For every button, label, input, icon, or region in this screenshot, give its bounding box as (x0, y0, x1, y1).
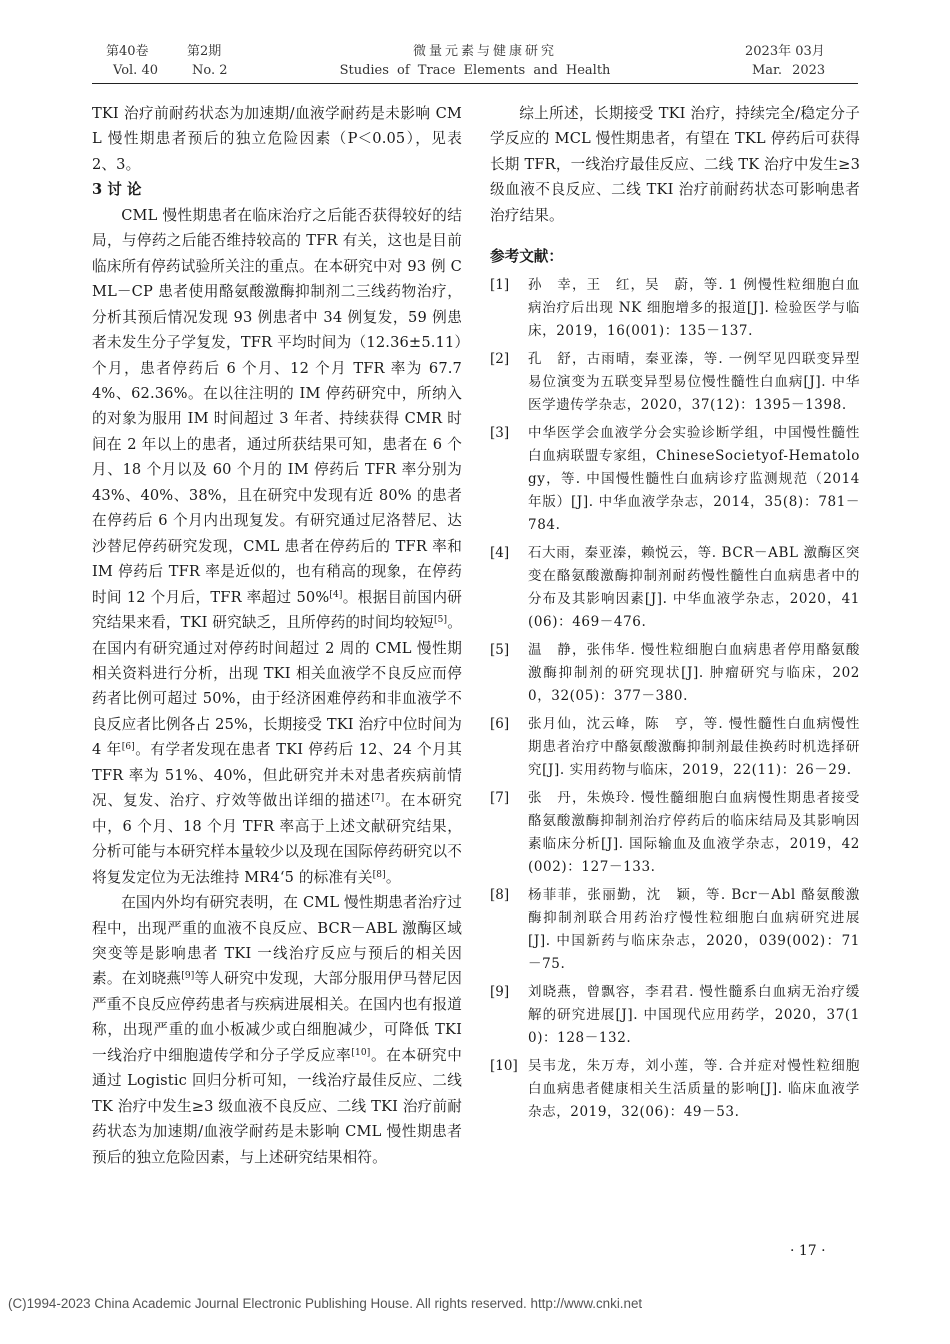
reference-text: 孔 舒，古雨晴，秦亚溱，等. 一例罕见四联变异型易位演变为五联变异型易位慢性髓性白血病[J]. 中华医学遗传学杂志，2020，37(12)：1395－1398. (528, 351, 860, 414)
reference-text: 杨菲菲，张丽勤，沈 颖，等. Bcr－Abl 酪氨酸激酶抑制剂联合用药治疗慢性粒细胞白血病研究进展[J]. 中国新药与临床杂志，2020，039(002)：71－75. (528, 887, 860, 973)
section-heading-discussion: 3 讨 论 (92, 181, 142, 199)
reference-number: [3] (490, 425, 510, 442)
citation[interactable]: [10] (351, 1047, 371, 1058)
citation[interactable]: [8] (372, 869, 386, 880)
reference-item (490, 981, 860, 1050)
reference-item (490, 713, 860, 782)
header-rule (92, 83, 858, 84)
reference-number: [6] (490, 716, 510, 733)
reference-text: 张 丹，朱焕玲. 慢性髓细胞白血病慢性期患者接受酪氨酸激酶抑制剂治疗停药后的临床结局及其影响因素临床分析[J]. 国际输血及血液学杂志，2019，42(002)：127－133. (528, 790, 860, 876)
citation[interactable]: [4] (329, 589, 343, 600)
citation[interactable]: [7] (371, 793, 385, 804)
paragraph-conclusion: 综上所述，长期接受 TKI 治疗，持续完全/稳定分子学反应的 MCL 慢性期患者，有望在 TKL 停药后可获得长期 TFR，一线治疗最佳反应、二线 TK 治疗中发生≥3 级血液不良反应、二线 TKI 治疗前耐药状态可影响患者治疗结果。 (490, 105, 860, 224)
left-column (92, 101, 462, 1170)
citation[interactable]: [6] (121, 742, 135, 753)
reference-text: 刘晓燕，曾飘容，李君君. 慢性髓系白血病无治疗缓解的研究进展[J]. 中国现代应用药学，2020，37(10)：128－132. (528, 984, 860, 1047)
issue-cn: 第2期 (187, 44, 222, 59)
journal-title-cn: 微量元素与健康研究 (412, 44, 557, 59)
reference-text: 孙 幸，王 红，吴 蔚，等. 1 例慢性粒细胞白血病治疗后出现 NK 细胞增多的报道[J]. 检验医学与临床，2019，16(001)：135－137. (528, 277, 860, 340)
reference-text: 吴韦龙，朱万寿，刘小莲，等. 合并症对慢性粒细胞白血病患者健康相关生活质量的影响[J]. 临床血液学杂志，2019，32(06)：49－53. (528, 1058, 860, 1121)
reference-text: 石大雨，秦亚溱，赖悦云，等. BCR－ABL 激酶区突变在酪氨酸激酶抑制剂耐药慢性髓性白血病患者中的分布及其影响因素[J]. 中华血液学杂志，2020，41(06)：469－476. (528, 545, 860, 631)
paragraph-discussion-1: CML 慢性期患者在临床治疗之后能否获得较好的结局，与停药之后能否维持较高的 TFR 有关，这也是目前临床所有停药试验所关注的重点。在本研究中对 93 例 CML－CP 患者使用酪氨酸激酶抑制剂二三线药物治疗，分析其预后情况发现 93 例患者中 34 例复发，59 例患者未发生分子学复发，TFR 平均时间为（12.36±5.11）个月，患者停药后 6 个月、12 个月 TFR 率为 67.74%、62.36%。在以往注明的 IM 停药研究中，所纳入的对象为服用 IM 时间超过 3 年者、持续获得 CMR 时间在 2 年以上的患者，通过所获结果可知，患者在 6 个月、18 个月以及 60 个月的 IM 停药后 TFR 率分别为 43%、40%、38%，且在研究中发现有近 80% 的患者在停药后 6 个月内出现复发。有研究通过尼洛替尼、达沙替尼停药研究发现，CML 患者在停药后的 TFR 率和 IM 停药后 TFR 率是近似的，也有稍高的现象，在停药时间 12 个月后，TFR 率超过 50%[4]。根据目前国内研究结果来看，TKI 研究缺乏，且所停药的时间均较短[5]。在国内有研究通过对停药时间超过 2 周的 CML 慢性期相关资料进行分析，出现 TKI 相关血液学不良反应而停药者比例可超过 50%，由于经济困难停药和非血液学不良反应者比例各占 25%，长期接受 TKI 治疗中位时间为 4 年[6]。有学者发现在患者 TKI 停药后 12、24 个月其 TFR 率为 51%、40%，但此研究并未对患者疾病前情况、复发、治疗、疗效等做出详细的描述[7]。在本研究中，6 个月、18 个月 TFR 率高于上述文献研究结果，分析可能与本研究样本量较少以及现在国际停药研究以不将复发定位为无法维持 MR4‘5 的标准有关[8]。 (92, 206, 463, 886)
citation[interactable]: [5] (434, 615, 448, 626)
page-number: · 17 · (790, 1243, 826, 1259)
date-cn: 2023年 03月 (745, 44, 825, 59)
citation[interactable]: [9] (181, 971, 195, 982)
references-heading: 参考文献： (490, 248, 563, 266)
reference-text: 中华医学会血液学分会实验诊断学组，中国慢性髓性白血病联盟专家组，ChineseSocietyof-Hematology，等. 中国慢性髓性白血病诊疗监测规范（2014 年版）[J]. 中华血液学杂志，2014，35(8)：781－784. (528, 425, 860, 534)
reference-number: [8] (490, 887, 510, 904)
journal-title-en: Studies of Trace Elements and Health (339, 63, 611, 78)
reference-number: [4] (490, 545, 510, 562)
right-column (490, 101, 860, 1124)
reference-item (490, 884, 860, 976)
reference-number: [5] (490, 642, 510, 659)
volume-cn: 第40卷 (106, 44, 149, 59)
reference-number: [1] (490, 277, 510, 294)
running-header (0, 0, 950, 90)
reference-number: [7] (490, 790, 510, 807)
paragraph-results-end: TKI 治疗前耐药状态为加速期/血液学耐药是未影响 CML 慢性期患者预后的独立危险因素（P＜0.05），见表 2、3。 (92, 105, 462, 173)
copyright-footer: (C)1994-2023 China Academic Journal Electronic Publishing House. All rights reserved. http://www.cnki.net (8, 1296, 643, 1311)
reference-item (490, 422, 860, 537)
volume-en: Vol. 40 (113, 63, 158, 78)
reference-item (490, 639, 860, 708)
paragraph-discussion-2: 在国内外均有研究表明，在 CML 慢性期患者治疗过程中，出现严重的血液不良反应、BCR－ABL 激酶区域突变等是影响患者 TKI 一线治疗反应与预后的相关因素。在刘晓燕[9]等人研究中发现，大部分服用伊马替尼因严重不良反应停药患者与疾病进展相关。在国内也有报道称，出现严重的血小板减少或白细胞减少，可降低 TKI 一线治疗中细胞遗传学和分子学反应率[10]。在本研究中通过 Logistic 回归分析可知，一线治疗最佳反应、二线 TK 治疗中发生≥3 级血液不良反应、二线 TKI 治疗前耐药状态为加速期/血液学耐药是未影响 CML 慢性期患者预后的独立危险因素，与上述研究结果相符。 (92, 894, 462, 1166)
reference-text: 温 静，张伟华. 慢性粒细胞白血病患者停用酪氨酸激酶抑制剂的研究现状[J]. 肿瘤研究与临床，2020，32(05)：377－380. (528, 642, 860, 705)
issue-en: No. 2 (192, 63, 228, 78)
reference-number: [10] (490, 1058, 518, 1075)
reference-list (490, 274, 860, 1124)
reference-number: [9] (490, 984, 510, 1001)
reference-item (490, 787, 860, 879)
reference-text: 张月仙，沈云峰，陈 亨，等. 慢性髓性白血病慢性期患者治疗中酪氨酸激酶抑制剂最佳换药时机选择研究[J]. 实用药物与临床，2019，22(11)：26－29. (528, 716, 860, 779)
reference-number: [2] (490, 351, 510, 368)
reference-item (490, 542, 860, 634)
reference-item (490, 274, 860, 343)
date-en: Mar. 2023 (752, 63, 826, 78)
reference-item (490, 1055, 860, 1124)
reference-item (490, 348, 860, 417)
